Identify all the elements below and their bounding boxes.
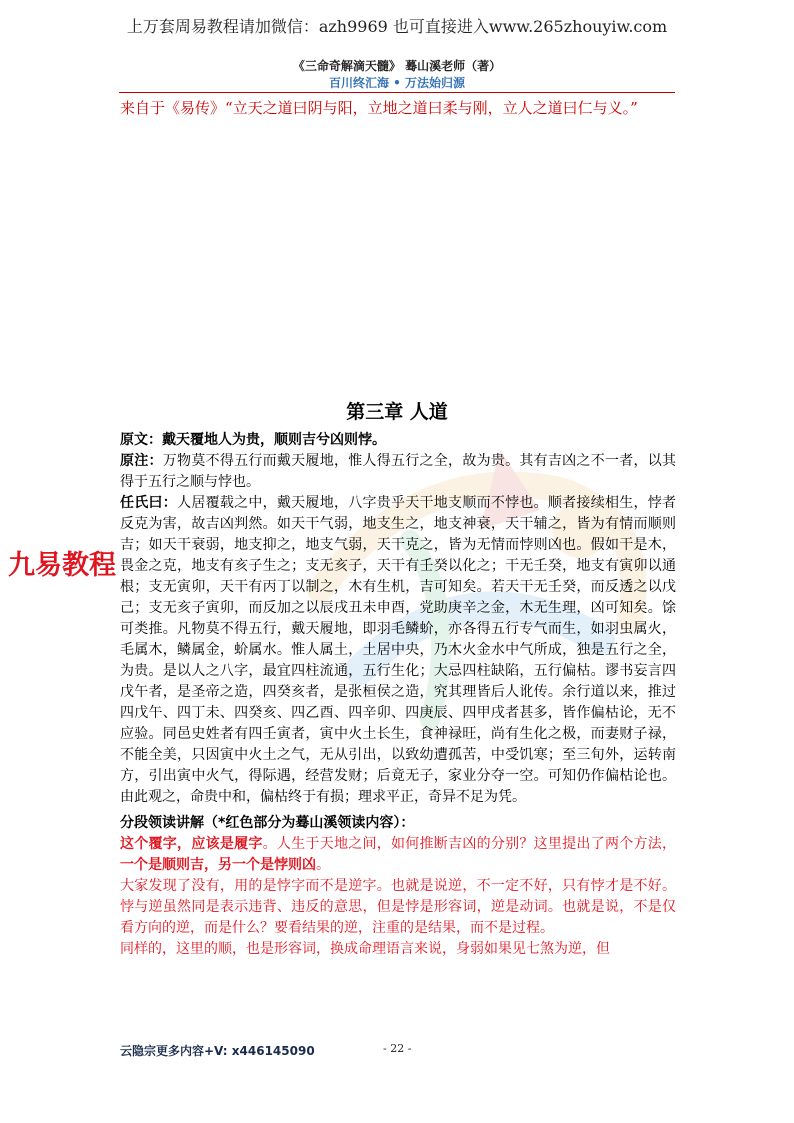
- commentary-end-1: 。: [316, 857, 330, 873]
- ren-paragraph: [120, 493, 676, 808]
- footer-contact: 云隐宗更多内容+V: x446145090: [120, 1044, 315, 1058]
- commentary-text-1: 。人生于天地之间，如何推断吉凶的分别？这里提出了两个方法，: [262, 836, 677, 852]
- chapter-title: 第三章 人道: [346, 401, 448, 423]
- original-label: 原文：: [120, 432, 162, 448]
- commentary-paragraph-3: 同样的，这里的顺，也是形容词，换成命理语言来说，身弱如果见七煞为逆，但: [120, 941, 610, 957]
- original-text-paragraph: [120, 430, 676, 451]
- commentary-paragraph-1: [120, 834, 676, 876]
- commentary-bold-2: 一个是顺则吉，另一个是悖则凶: [120, 857, 316, 873]
- main-content: [120, 430, 676, 960]
- section-heading: 分段领读讲解（*红色部分为蓦山溪领读内容）：: [120, 815, 415, 831]
- watermark-text: 九易教程: [8, 550, 116, 581]
- header-rule: [119, 92, 675, 93]
- commentary-bold-1: 这个覆字，应该是履字: [120, 836, 263, 852]
- book-header: 《三命奇解滴天髓》 蓦山溪老师（著）: [292, 59, 502, 73]
- ren-text: 人居覆载之中，戴天履地，八字贵乎天干地支顺而不悖也。顺者接续相生，悖者反克为害，故吉凶判然。如天干气弱，地支生之，地支神衰，天干辅之，皆为有情而顺则吉；如天干衰弱，地支抑之，地支气弱，天干克之，皆为无情而悖则凶也。假如干是木，畏金之克，地支有亥子生之；支无亥子，天干有壬癸以化之；干无壬癸，地支有寅卯以通根；支无寅卯，天干有丙丁以制之，木有生机，吉可知矣。若天干无壬癸，而反透之以戊己；支无亥子寅卯，而反加之以辰戌丑未申酉，党助庚辛之金，木无生理，凶可知矣。馀可类推。凡物莫不得五行，戴天履地，即羽毛鳞蚧，亦各得五行专气而生，如羽虫属火，毛属木，鳞属金，蚧属水。惟人属土，土居中央，乃木火金水中气所成，独是五行之全，为贵。是以人之八字，最宜四柱流通，五行生化；大忌四柱缺陷，五行偏枯。谬书妄言四戊午者，是圣帝之造，四癸亥者，是张桓侯之造，究其理皆后人讹传。余行道以来，推过四戊午、四丁未、四癸亥、四乙酉、四辛卯、四庚辰、四甲戌者甚多，皆作偏枯论，无不应验。同邑史姓者有四壬寅者，寅中火土长生，食神禄旺，尚有生化之极，而妻财子禄，不能全美，只因寅中火土之气，无从引出，以致幼遭孤苦，中受饥寒；至三旬外，运转南方，引出寅中火气，得际遇，经营发财；后竟无子，家业分夺一空。可知仍作偏枯论也。由此观之，命贵中和，偏枯终于有损；理求平正，奇异不足为凭。: [120, 495, 677, 805]
- quote-line: 来自于《易传》“立天之道曰阴与阳，立地之道曰柔与刚，立人之道曰仁与义。”: [120, 99, 638, 117]
- page-number: - 22 -: [383, 1042, 412, 1055]
- note-paragraph: [120, 451, 676, 493]
- motto-header: 百川终汇海 • 万法始归源: [328, 76, 466, 90]
- original-text: 戴天覆地人为贵，顺则吉兮凶则悖。: [162, 432, 386, 448]
- note-label: 原注：: [120, 453, 163, 469]
- ren-label: 任氏曰：: [120, 495, 178, 511]
- commentary-paragraph-2: 大家发现了没有，用的是悖字而不是逆字。也就是说逆，不一定不好，只有悖才是不好。悖与逆虽然同是表示违背、违反的意思，但是悖是形容词，逆是动词。也就是说，不是仅看方向的逆，而是什么？要看结果的逆，注重的是结果，而不是过程。: [120, 878, 676, 936]
- note-text: 万物莫不得五行而戴天履地，惟人得五行之全，故为贵。其有吉凶之不一者，以其得于五行之顺与悖也。: [120, 453, 677, 490]
- promo-banner: 上万套周易教程请加微信：azh9969 也可直接进入www.265zhouyiw.com: [126, 17, 668, 36]
